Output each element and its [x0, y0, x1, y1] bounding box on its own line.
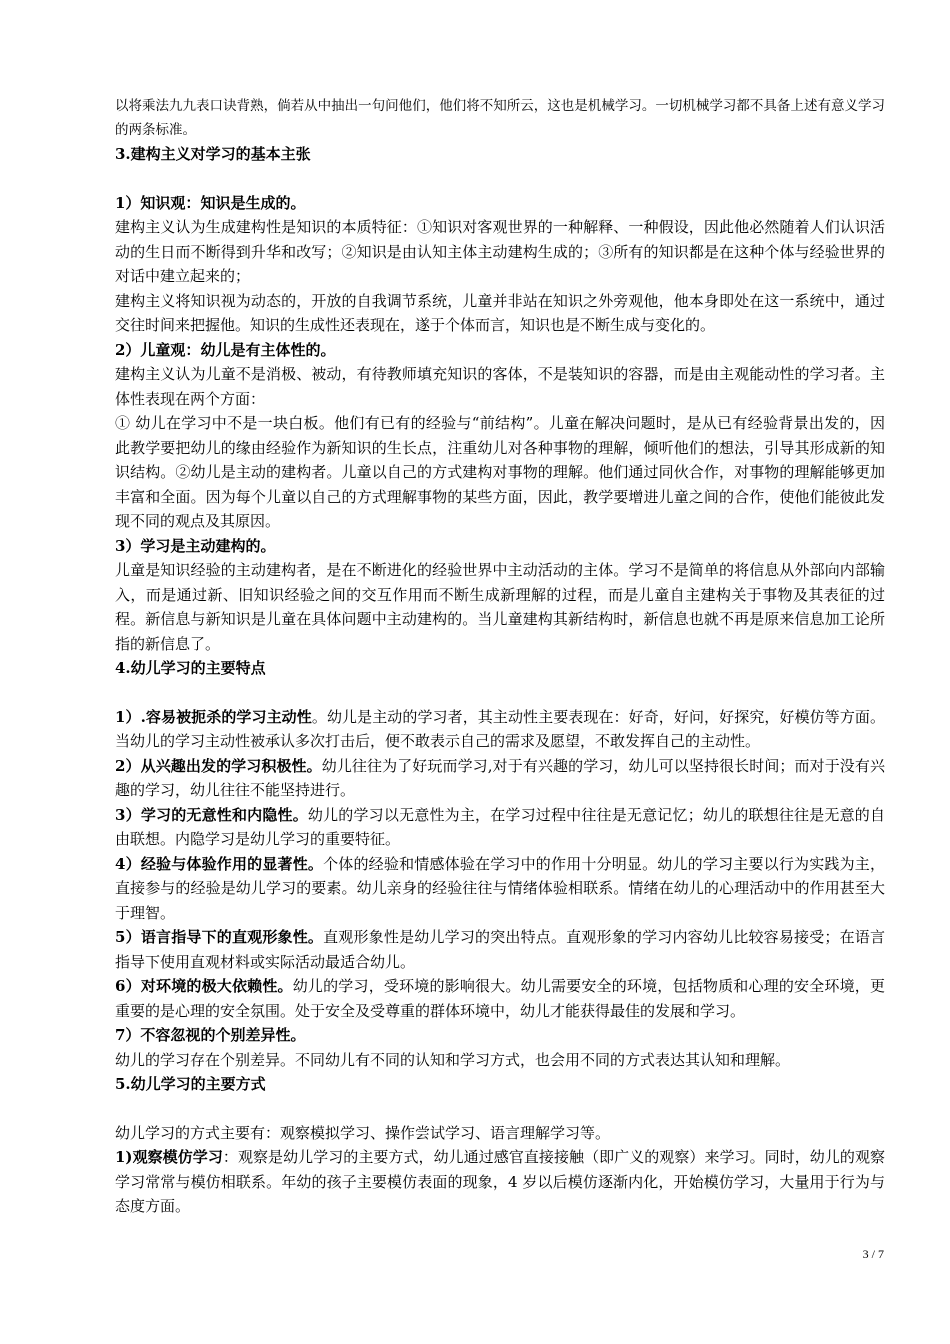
item-text: 个体的经验和情感体验在学习中的作用十分明显。幼儿的学习主要以行为实践为主，直接参与的经验是幼儿学习的要素。幼儿亲身的经验往往与情绪体验相联系。情绪在幼儿的心理活动中的作用甚至大于理智。	[115, 854, 885, 922]
spacer	[115, 167, 885, 191]
section-5-item-1	[115, 1145, 885, 1219]
item-text: 直观形象性是幼儿学习的突出特点。直观形象的学习内容幼儿比较容易接受；在语言指导下使用直观材料或实际活动最适合幼儿。	[115, 928, 885, 971]
section-3-item-2-heading: 2）儿童观：幼儿是有主体性的。	[115, 340, 336, 359]
section-3-item-1-body-b: 建构主义将知识视为动态的，开放的自我调节系统，儿童并非站在知识之外旁观他，他本身即处在这一系统中，通过交往时间来把握他。知识的生成性还表现在，遂于个体而言，知识也是不断生成与变化的。	[115, 291, 885, 334]
spacer	[115, 681, 885, 705]
item-label: 7）不容忽视的个别差异性。	[115, 1026, 306, 1044]
item-label: 5）语言指导下的直观形象性。	[115, 928, 324, 946]
section-3-heading: 3.建构主义对学习的基本主张	[115, 145, 311, 163]
section-3-item-1-heading: 1）知识观：知识是生成的。	[115, 193, 306, 212]
section-3-item-3-heading: 3）学习是主动建构的。	[115, 536, 276, 555]
section-4-item-1	[115, 705, 885, 754]
item-label: 1）.容易被扼杀的学习主动性	[115, 707, 312, 726]
page-number: 3 / 7	[862, 1247, 884, 1261]
item-text: 。幼儿是主动的学习者，其主动性主要表现在：好奇，好问，好探究，好模仿等方面。当幼儿的学习主动性被承认多次打击后，便不敢表示自己的需求及愿望，不敢发挥自己的主动性。	[115, 707, 885, 750]
item-text: 幼儿的学习，受环境的影响很大。幼儿需要安全的环境，包括物质和心理的安全环境，更重要的是心理的安全氛围。处于安全及受尊重的群体环境中，幼儿才能获得最佳的发展和学习。	[115, 977, 885, 1020]
item-label: 6）对环境的极大依赖性。	[115, 977, 293, 995]
section-4-item-2	[115, 754, 885, 803]
section-4-heading: 4.幼儿学习的主要特点	[115, 659, 266, 677]
section-4-item-7-body: 幼儿的学习存在个别差异。不同幼儿有不同的认知和学习方式，也会用不同的方式表达其认知和理解。	[115, 1050, 791, 1069]
section-4-item-5	[115, 925, 885, 974]
item-label: 4）经验与体验作用的显著性。	[115, 854, 324, 873]
section-5-intro: 幼儿学习的方式主要有：观察模拟学习、操作尝试学习、语言理解学习等。	[115, 1123, 611, 1142]
item-text: 幼儿往往为了好玩而学习,对于有兴趣的学习，幼儿可以坚持很长时间；而对于没有兴趣的学习，幼儿往往不能坚持进行。	[115, 756, 885, 799]
item-text: ：观察是幼儿学习的主要方式，幼儿通过感官直接接触（即广义的观察）来学习。同时，幼儿的观察学习常常与模仿相联系。年幼的孩子主要模仿表面的现象，4 岁以后模仿逐渐内化，开始模仿学习，大量用于行为与态度方面。	[115, 1148, 885, 1215]
section-4-item-6	[115, 974, 885, 1023]
item-text: 幼儿的学习以无意性为主，在学习过程中往往是无意记忆；幼儿的联想往往是无意的自由联想。内隐学习是幼儿学习的重要特征。	[115, 805, 885, 848]
section-3-item-1-body-a: 建构主义认为生成建构性是知识的本质特征：①知识对客观世界的一种解释、一种假设，因此他必然随着人们认识活动的生日而不断得到升华和改写；②知识是由认知主体主动建构生成的；③所有的知识都是在这种个体与经验世界的对话中建立起来的；	[115, 218, 885, 285]
intro-paragraph: 以将乘法九九表口诀背熟，倘若从中抽出一句问他们，他们将不知所云，这也是机械学习。一切机械学习都不具备上述有意义学习的两条标准。	[115, 98, 885, 138]
item-label: 1)观察模仿学习	[115, 1148, 223, 1166]
item-label: 3）学习的无意性和内隐性。	[115, 805, 308, 824]
section-4-item-4	[115, 852, 885, 926]
section-4-item-3	[115, 803, 885, 852]
spacer	[115, 1097, 885, 1121]
document-page	[115, 94, 885, 1219]
section-5-heading: 5.幼儿学习的主要方式	[115, 1075, 266, 1093]
item-label: 2）从兴趣出发的学习积极性。	[115, 756, 322, 775]
section-3-item-2-body-b: ① 幼儿在学习中不是一块白板。他们有已有的经验与“前结构”。儿童在解决问题时，是从已有经验背景出发的，因此教学要把幼儿的缘由经验作为新知识的生长点，注重幼儿对各种事物的理解，倾听他们的想法，引导其形成新的知识结构。②幼儿是主动的建构者。儿童以自己的方式建构对事物的理解。他们通过同伙合作，对事物的理解能够更加丰富和全面。因为每个儿童以自己的方式理解事物的某些方面，因此，教学要增进儿童之间的合作，使他们能彼此发现不同的观点及其原因。	[115, 414, 885, 530]
section-3-item-2-body-a: 建构主义认为儿童不是消极、被动，有待教师填充知识的客体，不是装知识的容器，而是由主观能动性的学习者。主体性表现在两个方面：	[115, 365, 885, 408]
section-4-item-7	[115, 1023, 885, 1048]
section-3-item-3-body: 儿童是知识经验的主动建构者，是在不断进化的经验世界中主动活动的主体。学习不是简单的将信息从外部向内部输入，而是通过新、旧知识经验之间的交互作用而不断生成新理解的过程，而是儿童自主建构关于事物及其表征的过程。新信息与新知识是儿童在具体问题中主动建构的。当儿童建构其新结构时，新信息也就不再是原来信息加工论所指的新信息了。	[115, 561, 885, 653]
